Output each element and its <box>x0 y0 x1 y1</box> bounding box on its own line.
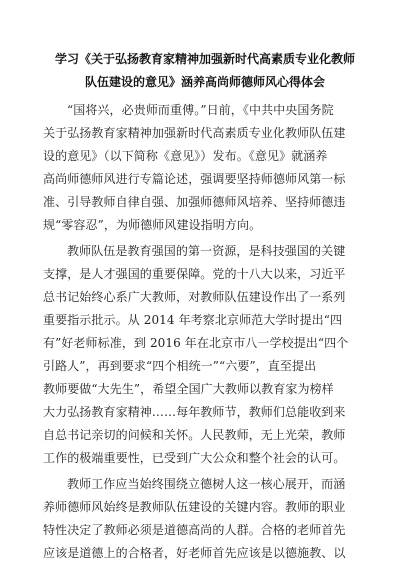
paragraph-2-line-10: 工作的极端重要性，已受到广大公众和整个社会的认可。 <box>43 451 346 465</box>
paragraph-2-line-6: 引路人”，再到要求“四个相统一”“六要”，直至提出 <box>43 359 317 373</box>
paragraph-1-line-4: 高尚师德师风进行专篇论述，强调要坚持师德师风第一标 <box>43 172 346 186</box>
paragraph-1-line-2: 关于弘扬教育家精神加强新时代高素质专业化教师队伍建 <box>43 126 346 140</box>
document-title-line-1: 学习《关于弘扬教育家精神加强新时代高素质专业化教师 <box>54 52 355 66</box>
paragraph-2-line-3: 总书记始终心系广大教师，对教师队伍建设作出了一系列 <box>43 290 346 304</box>
paragraph-3-line-1: 教师工作应当始终围绕立德树人这一核心展开，而涵 <box>67 477 346 491</box>
paragraph-1-line-6: 规“零容忍”，为师德师风建设指明方向。 <box>43 218 262 232</box>
paragraph-1-line-1: “国将兴，必贵师而重傅。”日前，《中共中央国务院 <box>67 103 334 117</box>
paragraph-1-line-3: 设的意见》（以下简称《意见》）发布。《意见》就涵养 <box>43 149 328 163</box>
paragraph-2-line-5: 有”好老师标准，到 2016 年在北京市八一学校提出“四个 <box>43 336 349 350</box>
paragraph-1-line-5: 准、引导教师自律自强、加强师德师风培养、坚持师德违 <box>43 195 346 209</box>
document-title-line-2: 队伍建设的意见》涵养高尚师德师风心得体会 <box>84 75 325 89</box>
paragraph-2-line-1: 教师队伍是教育强国的第一资源，是科技强国的关键 <box>67 244 346 258</box>
paragraph-2-line-4: 重要指示批示。从 2014 年考察北京师范大学时提出“四 <box>43 313 343 327</box>
paragraph-2-line-2: 支撑，是人才强国的重要保障。党的十八大以来，习近平 <box>43 267 346 281</box>
paragraph-3-line-4: 应该是道德上的合格者，好老师首先应该是以德施教、以 <box>43 546 346 560</box>
paragraph-2-line-7: 教师要做“大先生”，希望全国广大教师以教育家为榜样 <box>43 382 334 396</box>
paragraph-2-line-9: 自总书记亲切的问候和关怀。人民教师，无上光荣，教师 <box>43 428 346 442</box>
paragraph-2-line-8: 大力弘扬教育家精神……每年教师节，教师们总能收到来 <box>43 405 346 419</box>
paragraph-3-line-3: 特性决定了教师必须是道德高尚的人群。合格的老师首先 <box>43 523 346 537</box>
paragraph-3-line-2: 养师德师风始终是教师队伍建设的关键内容。教师的职业 <box>43 500 346 514</box>
